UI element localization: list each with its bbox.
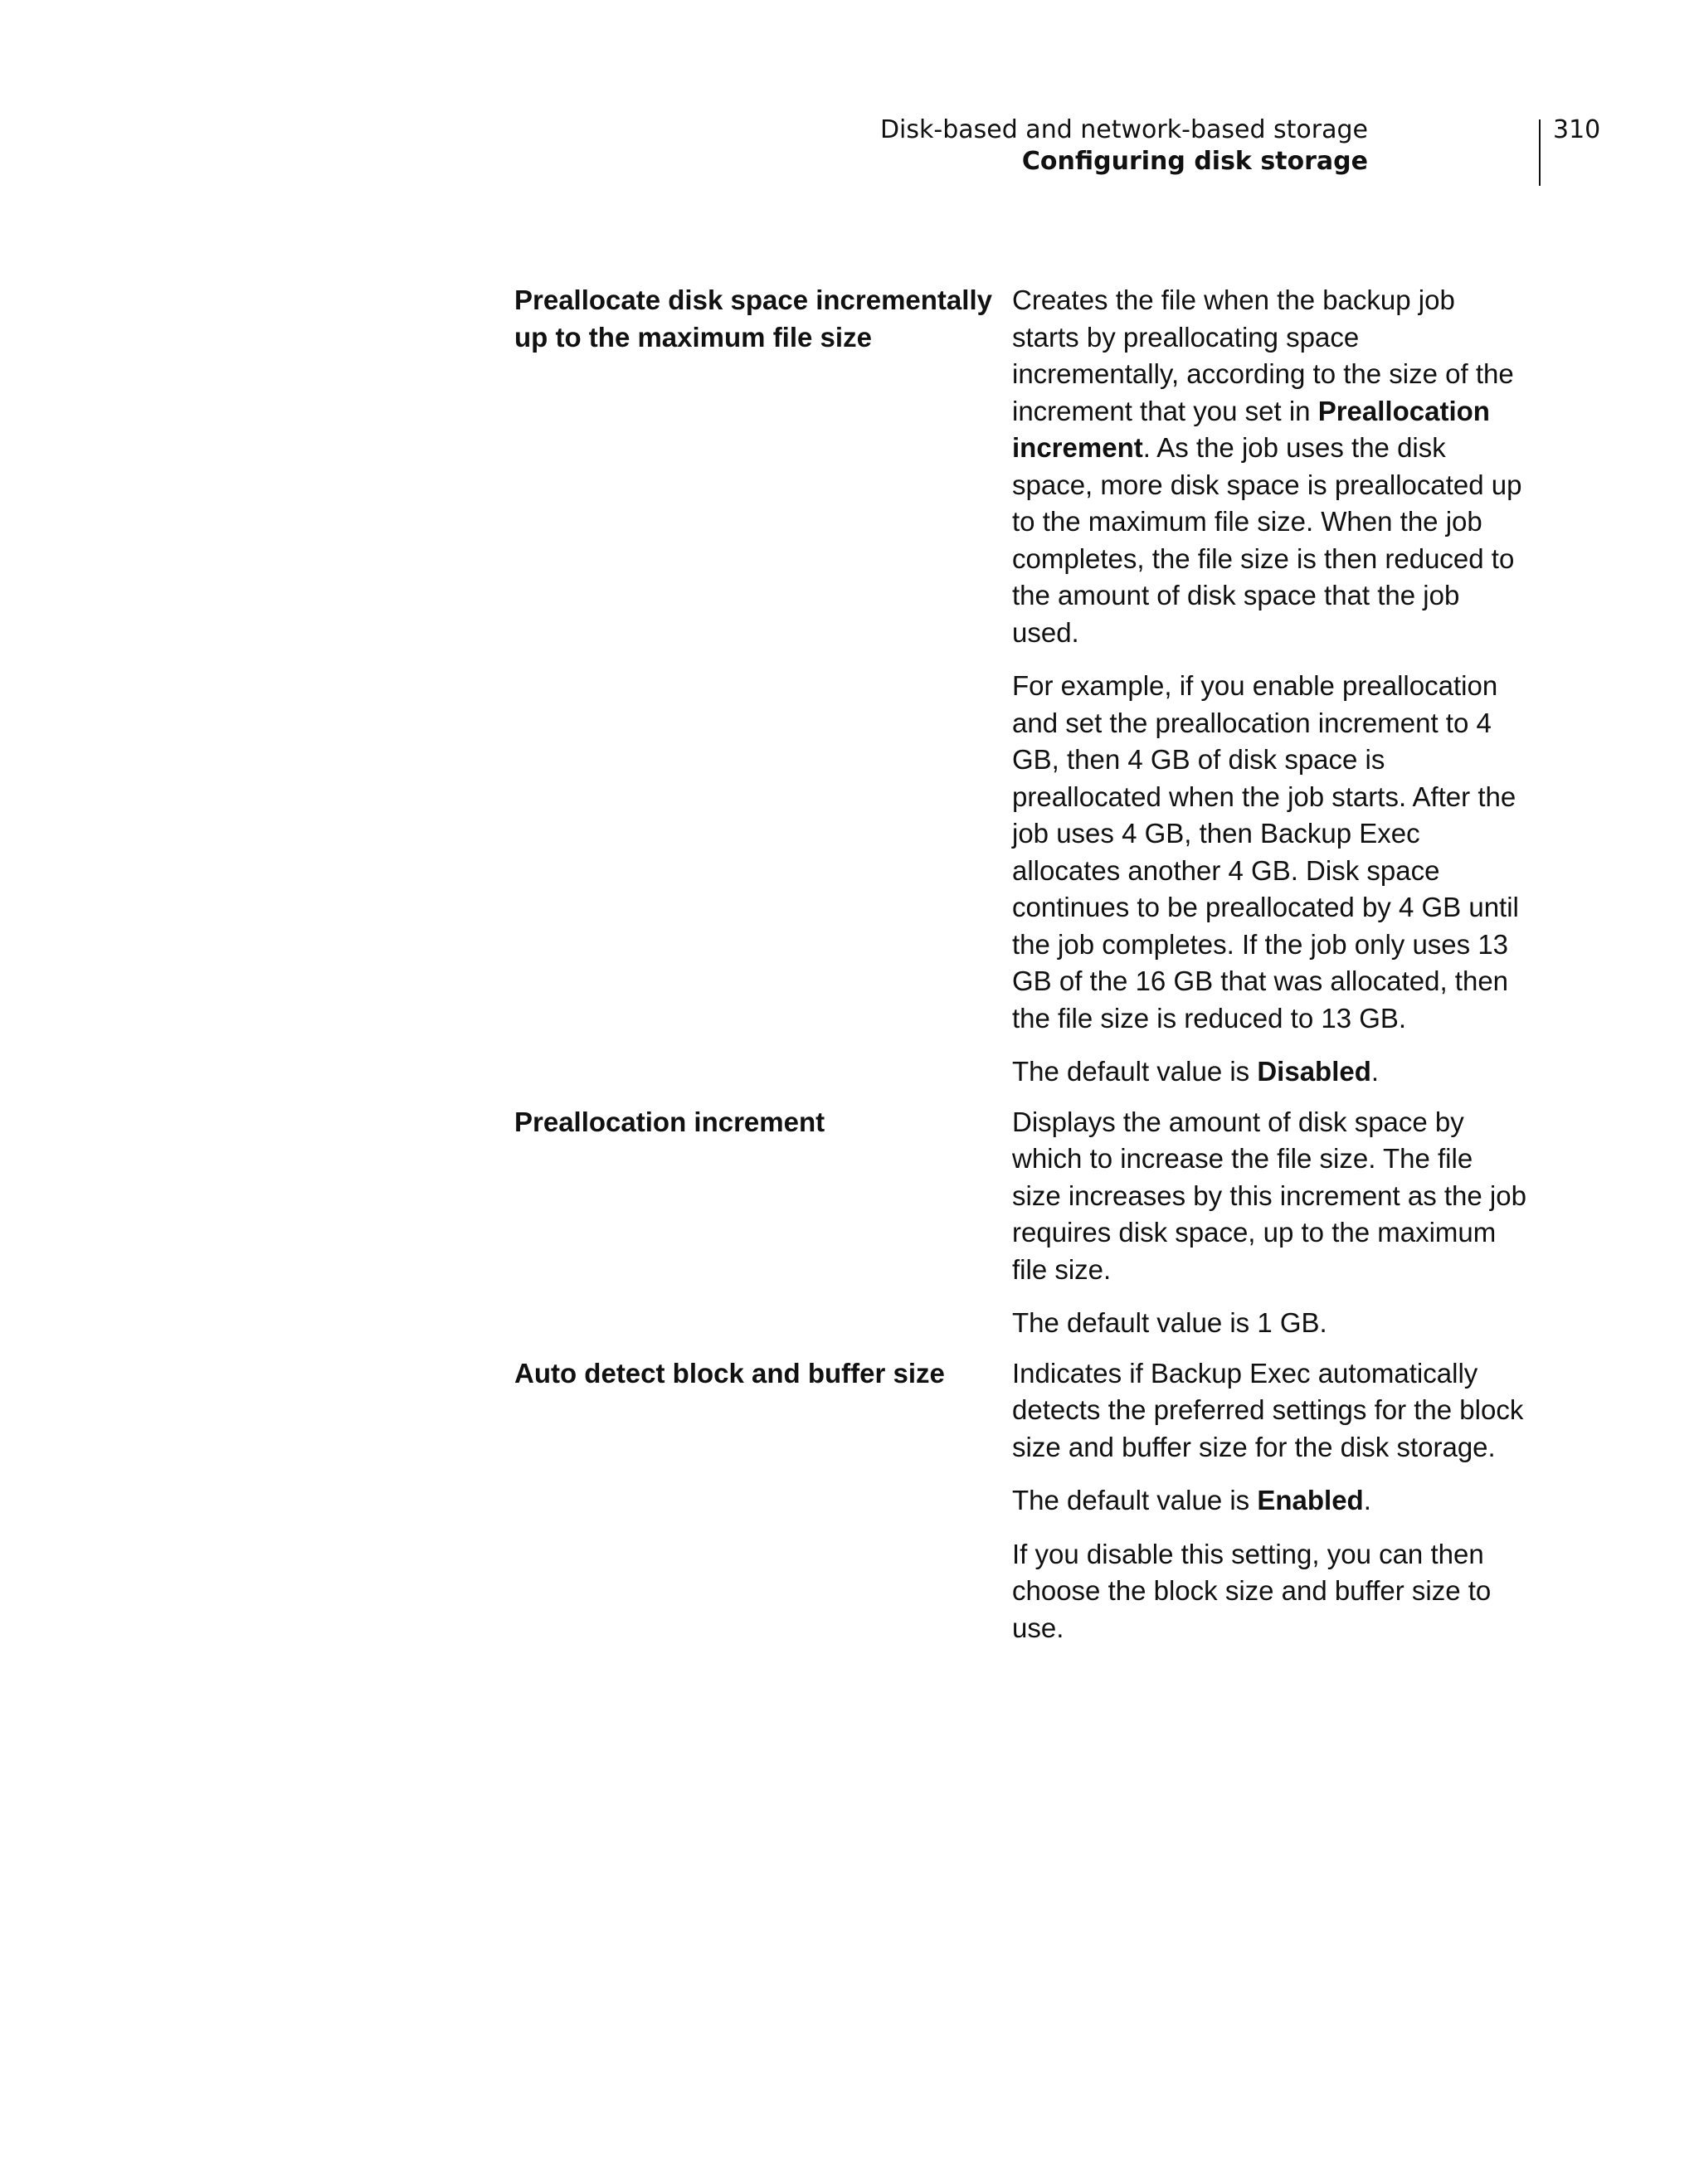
- running-header: [879, 114, 1601, 184]
- default-value: Enabled: [1257, 1485, 1364, 1515]
- default-value-note: The default value is Disabled.: [1012, 1056, 1380, 1087]
- default-value: Disabled: [1257, 1056, 1371, 1087]
- setting-term: Preallocate disk space incrementally up to the maximum file size: [514, 285, 992, 353]
- setting-row-preallocate-disk-space: [514, 282, 1526, 1091]
- setting-term: Auto detect block and buffer size: [514, 1357, 945, 1389]
- header-divider: [1539, 119, 1541, 186]
- default-value-note: The default value is Enabled.: [1012, 1485, 1371, 1515]
- header-titles: [880, 114, 1368, 178]
- description-paragraph: Creates the file when the backup job starts by preallocating space incrementally, according to the size of the increment that you set in Preallocation increment. As the job uses the disk space, more disk space is preallocated up to the maximum file size. When the job completes, the file size is then reduced to the amount of disk space that the job used.: [1012, 285, 1522, 648]
- settings-table: [514, 282, 1526, 1647]
- section-title: Configuring disk storage: [1021, 147, 1368, 176]
- page-number: 310: [1553, 115, 1601, 144]
- setting-description: [1012, 1355, 1526, 1647]
- description-paragraph: For example, if you enable preallocation and set the preallocation increment to 4 GB, then 4 GB of disk space is preallocated when the job starts. After the job uses 4 GB, then Backup Exec allocates another 4 GB. Disk space continues to be preallocated by 4 GB until the job completes. If the job only uses 13 GB of the 16 GB that was allocated, then the file size is reduced to 13 GB.: [1012, 670, 1519, 1034]
- default-value-note: The default value is 1 GB.: [1012, 1307, 1327, 1338]
- setting-row-auto-detect-block-buffer: [514, 1355, 1526, 1647]
- description-paragraph: If you disable this setting, you can then choose the block size and buffer size to use.: [1012, 1538, 1492, 1643]
- setting-row-preallocation-increment: [514, 1104, 1526, 1342]
- chapter-title: Disk-based and network-based storage: [879, 115, 1368, 144]
- ui-reference: Preallocation increment: [1012, 395, 1490, 463]
- setting-term: Preallocation increment: [514, 1106, 825, 1137]
- description-paragraph: Indicates if Backup Exec automatically detects the preferred settings for the block size and buffer size for the disk storage.: [1012, 1357, 1524, 1462]
- setting-description: [1012, 1104, 1526, 1342]
- description-paragraph: Displays the amount of disk space by which to increase the file size. The file size increases by this increment as the job requires disk space, up to the maximum file size.: [1012, 1106, 1526, 1285]
- setting-description: [1012, 282, 1526, 1091]
